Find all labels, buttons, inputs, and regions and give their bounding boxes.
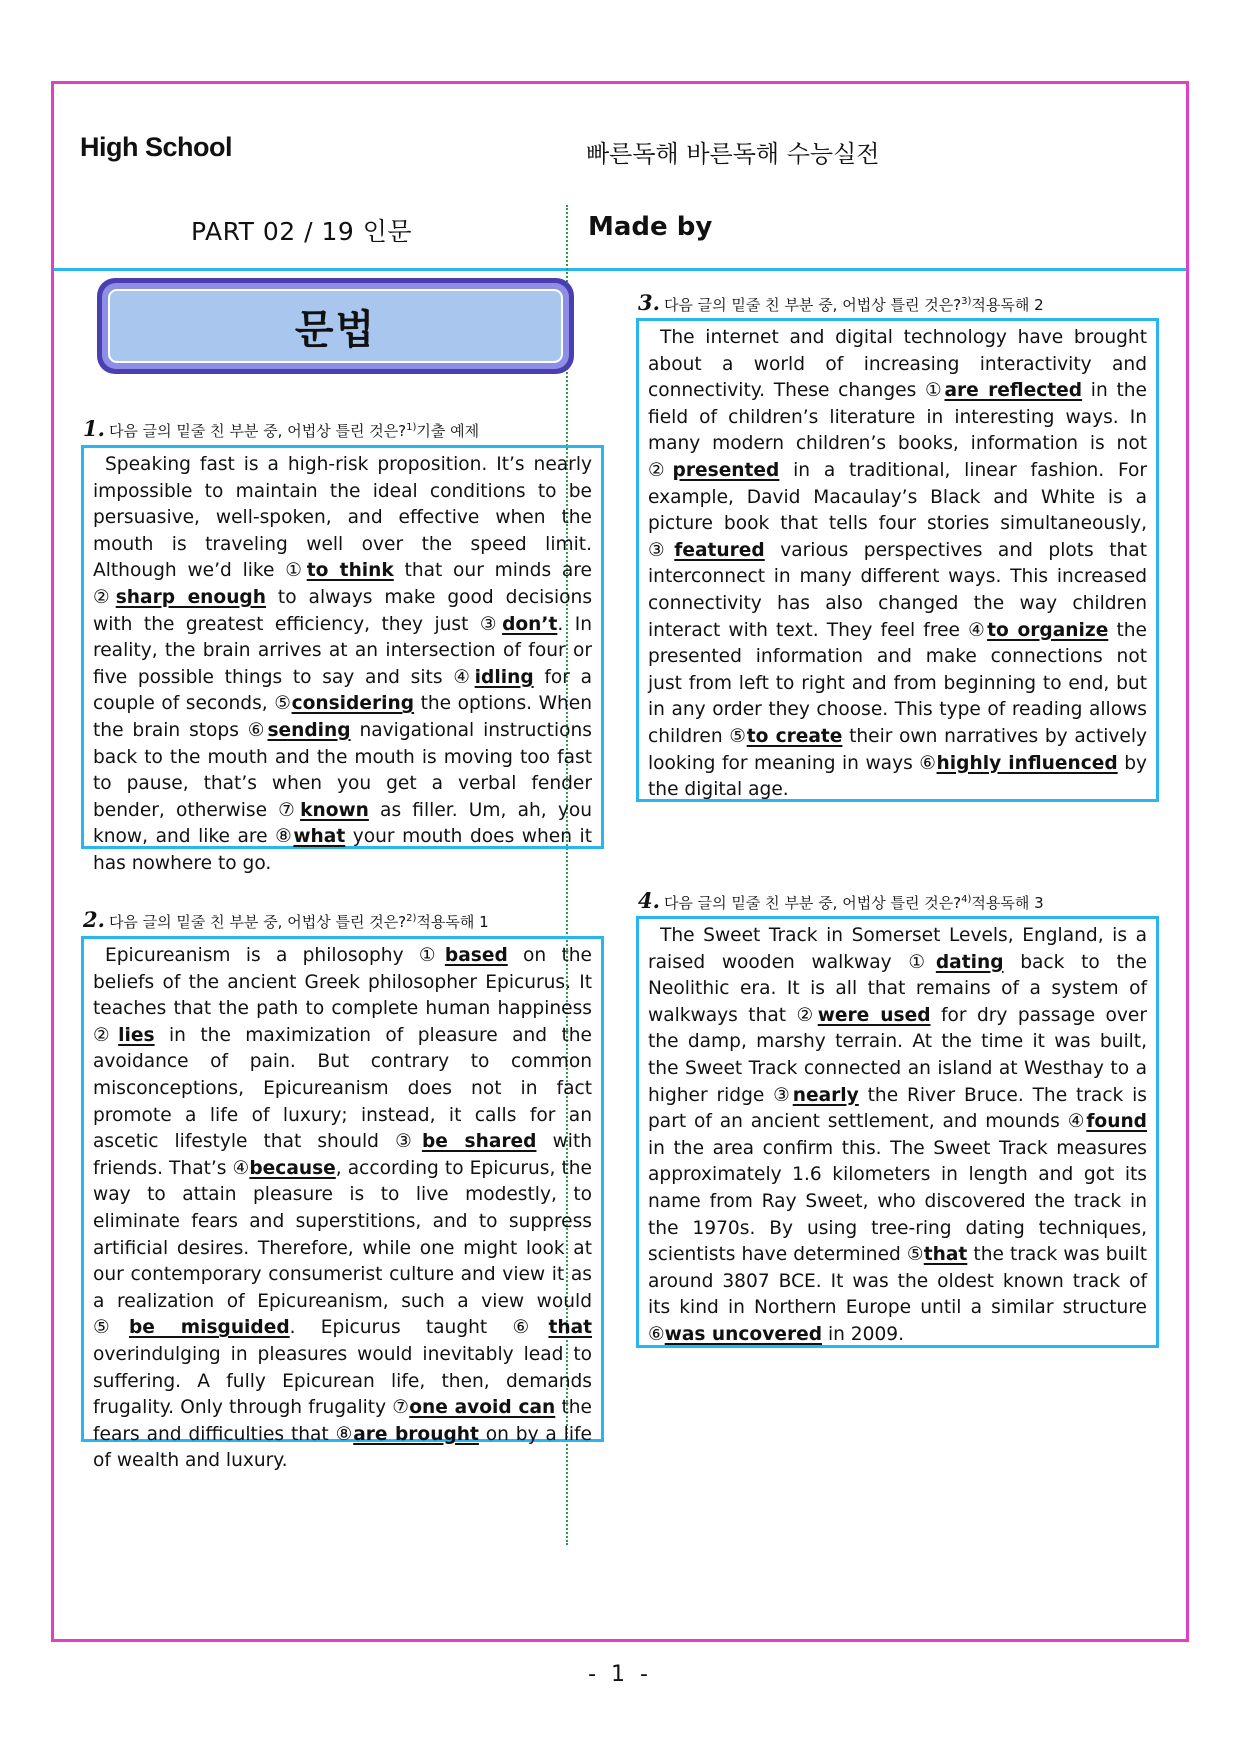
school-label: High School — [80, 132, 232, 162]
question-3-title — [638, 290, 1044, 315]
underlined-choice: lies — [118, 1024, 155, 1046]
part-label: PART 02 / 19 인문 — [191, 217, 413, 246]
question-prompt: 다음 글의 밑줄 친 부분 중, 어법상 틀린 것은? — [108, 422, 407, 440]
made-by-label: Made by — [588, 212, 713, 242]
passage-segment: The internet and digital technology have brought about a world of increasing interactivity and connectivity. These changes ① — [648, 327, 1147, 402]
underlined-choice: known — [300, 799, 369, 821]
underlined-choice: that — [923, 1244, 968, 1266]
passage-segment: in the area confirm this. The Sweet Track measures approximately 1.6 kilometers in length and got its name from Ray Sweet, who discovered the track in the 1970s. By using tree-ring dating techniques, scientists have determined ⑤ — [648, 1137, 1147, 1266]
underlined-choice: that — [548, 1317, 592, 1339]
question-number: 2. — [83, 907, 105, 932]
passage-segment: in the field of children’s literature in interesting ways. In many modern children’s books, information is not ② — [648, 380, 1147, 481]
passage-segment: for dry passage over the damp, marshy terrain. At the time it was built, the Sweet Track connected an island at Westhay to a higher ridge ③ — [648, 1004, 1147, 1106]
question-1-passage — [81, 445, 604, 874]
underlined-choice: because — [249, 1157, 336, 1179]
passage-segment: overindulging in pleasures would inevitably lead to suffering. A fully Epicurean life, then, demands frugality. Only through frugality ⑦ — [93, 1343, 592, 1419]
question-number: 4. — [638, 888, 660, 913]
underlined-choice: considering — [291, 693, 415, 715]
underlined-choice: highly influenced — [936, 752, 1118, 774]
footnote-marker: 1) — [406, 422, 417, 433]
underlined-choice: what — [293, 826, 346, 848]
footnote-marker: 2) — [406, 913, 417, 924]
question-source: 적용독해 3 — [971, 894, 1044, 912]
underlined-choice: be shared — [421, 1131, 537, 1153]
underlined-choice: sending — [267, 719, 351, 741]
passage-segment: the River Bruce. The track is part of an ancient settlement, and mounds ④ — [648, 1084, 1147, 1133]
passage-segment: back to the Neolithic era. It is all that remains of a system of walkways that ② — [648, 951, 1147, 1026]
underlined-choice: presented — [672, 459, 780, 481]
passage-segment: navigational instructions back to the mouth and the mouth is moving too fast to pause, that’s when you get a verbal fender bender, otherwise ⑦ — [93, 719, 592, 821]
underlined-choice: to organize — [987, 619, 1109, 641]
underlined-choice: be misguided — [128, 1317, 290, 1339]
passage-segment: Epicureanism is a philosophy ① — [105, 945, 445, 966]
question-prompt: 다음 글의 밑줄 친 부분 중, 어법상 틀린 것은? — [108, 913, 407, 931]
passage-segment: the track was built around 3807 BCE. It was the oldest known track of its kind in Northern Europe until a similar structure ⑥ — [648, 1244, 1147, 1345]
underlined-choice: was uncovered — [664, 1323, 823, 1345]
passage-segment: to always make good decisions with the greatest efficiency, they just ③ — [93, 586, 593, 635]
passage-segment: various perspectives and plots that interconnect in many different ways. This increased connectivity has also changed the way children interact with text. They feel free ④ — [648, 539, 1147, 641]
section-banner — [97, 278, 574, 374]
passage-segment: , according to Epicurus, the way to attain pleasure is to live modestly, to eliminate fears and superstitions, and to suppress artificial desires. Therefore, while one might look at our contemporary consumerist culture and view it as a realization of Epicureanism, such a view would ⑤ — [93, 1157, 592, 1339]
passage-segment: their own narratives by actively looking for meaning in ways ⑥ — [648, 725, 1148, 774]
passage-text — [93, 452, 592, 878]
passage-segment: the presented information and make connections not just from left to right and from beginning to end, but in any order they choose. This type of reading allows children ⑤ — [648, 619, 1147, 747]
footnote-marker: 3) — [961, 296, 972, 307]
passage-segment: for a couple of seconds, ⑤ — [93, 666, 592, 715]
underlined-choice: are brought — [353, 1423, 479, 1445]
question-3-passage — [636, 318, 1159, 802]
underlined-choice: featured — [674, 539, 765, 561]
question-1-title — [83, 416, 479, 441]
passage-segment: the options. When the brain stops ⑥ — [93, 693, 592, 741]
question-source: 기출 예제 — [416, 422, 480, 440]
passage-text — [93, 943, 592, 1475]
underlined-choice: nearly — [792, 1084, 859, 1106]
footnote-marker: 4) — [961, 894, 972, 905]
question-4-title — [638, 888, 1044, 913]
underlined-choice: sharp enough — [115, 586, 266, 608]
passage-text — [648, 325, 1147, 804]
passage-segment: Speaking fast is a high-risk proposition. It’s nearly impossible to maintain the ideal conditions to be persuasive, well-spoken, and effective when the mouth is traveling well over the speed limit. Although we’d like ① — [93, 454, 592, 582]
underlined-choice: based — [444, 945, 508, 966]
question-2-title — [83, 907, 489, 932]
underlined-choice: to think — [306, 560, 394, 582]
section-title: 문법 — [108, 289, 563, 363]
passage-segment: . In reality, the brain arrives at an intersection of four or five possible things to say and sits ④ — [93, 613, 592, 688]
passage-segment: with friends. That’s ④ — [93, 1131, 593, 1179]
series-title: 빠른독해 바른독해 수능실전 — [586, 140, 880, 168]
underlined-choice: were used — [817, 1004, 931, 1026]
underlined-choice: dating — [935, 951, 1004, 973]
passage-segment: that our minds are ② — [93, 560, 592, 608]
question-source: 적용독해 2 — [971, 296, 1044, 314]
underlined-choice: found — [1086, 1111, 1147, 1133]
passage-segment: on by a life of wealth and luxury. — [93, 1423, 592, 1472]
question-source: 적용독해 1 — [416, 913, 489, 931]
passage-segment: The Sweet Track in Somerset Levels, England, is a raised wooden walkway ① — [648, 925, 1147, 973]
passage-segment: as filler. Um, ah, you know, and like are ⑧ — [93, 799, 592, 848]
underlined-choice: to create — [746, 725, 843, 747]
underlined-choice: one avoid can — [409, 1397, 556, 1419]
passage-segment: in the maximization of pleasure and the avoidance of pain. But contrary to common misconceptions, Epicureanism does not in fact promote a life of luxury; instead, it calls for an ascetic lifestyle that should ③ — [93, 1024, 592, 1153]
passage-segment: in a traditional, linear fashion. For example, David Macaulay’s Black and White is a picture book that tells four stories simultaneously, ③ — [648, 459, 1147, 561]
question-prompt: 다음 글의 밑줄 친 부분 중, 어법상 틀린 것은? — [663, 894, 962, 912]
passage-segment: . Epicurus taught ⑥ — [289, 1317, 549, 1339]
question-number: 1. — [83, 416, 105, 441]
question-prompt: 다음 글의 밑줄 친 부분 중, 어법상 틀린 것은? — [663, 296, 962, 314]
passage-segment: your mouth does when it has nowhere to go. — [93, 826, 592, 874]
question-2-passage — [81, 936, 604, 1472]
page-header — [54, 84, 1186, 271]
question-4-passage — [636, 916, 1159, 1348]
underlined-choice: are reflected — [944, 380, 1083, 402]
passage-segment: on the beliefs of the ancient Greek philosopher Epicurus. It teaches that the path to complete human happiness ② — [93, 945, 592, 1046]
passage-segment: by the digital age. — [648, 752, 1148, 801]
page-number: - 1 - — [588, 1662, 652, 1687]
passage-segment: in 2009. — [822, 1323, 905, 1345]
underlined-choice: don’t — [502, 613, 558, 635]
question-number: 3. — [638, 290, 660, 315]
passage-text — [648, 923, 1147, 1349]
underlined-choice: idling — [474, 666, 534, 688]
passage-segment: the fears and difficulties that ⑧ — [93, 1397, 592, 1445]
